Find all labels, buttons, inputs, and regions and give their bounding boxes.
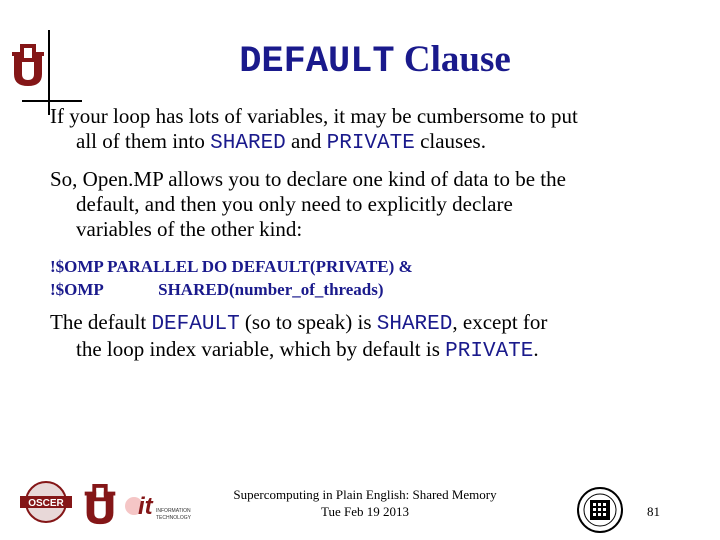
slide-title: DEFAULT Clause bbox=[239, 39, 511, 83]
svg-text:TECHNOLOGY: TECHNOLOGY bbox=[156, 515, 192, 521]
svg-text:INFORMATION: INFORMATION bbox=[156, 508, 191, 514]
footer-line-1: Supercomputing in Plain English: Shared Memory bbox=[233, 487, 497, 502]
code-block bbox=[50, 255, 413, 301]
svg-text:OSCER: OSCER bbox=[28, 498, 64, 509]
paragraph-1: If your loop has lots of variables, it may be cumbersome to put all of them into SHARED and PRIVATE clauses. bbox=[50, 104, 578, 155]
divider-horizontal bbox=[22, 100, 82, 102]
it-logo-icon bbox=[122, 486, 202, 526]
footer-line-2: Tue Feb 19 2013 bbox=[320, 504, 409, 519]
paragraph-3: The default DEFAULT (so to speak) is SHARED, except for the loop index variable, which by default is PRIVATE. bbox=[50, 310, 548, 363]
page-number: 81 bbox=[647, 504, 660, 519]
ou-footer-logo-icon bbox=[82, 484, 118, 528]
oscer-logo-icon bbox=[16, 480, 76, 524]
ncsi-seal-icon bbox=[576, 486, 624, 534]
code-line-1: !$OMP PARALLEL DO DEFAULT(PRIVATE) & bbox=[50, 257, 413, 276]
footer-text bbox=[200, 486, 530, 520]
code-line-2: !$OMP SHARED(number_of_threads) bbox=[50, 280, 384, 299]
svg-text:it: it bbox=[138, 493, 153, 520]
paragraph-2: So, Open.MP allows you to declare one kind of data to be the default, and then you only need to explicitly declare variables of the other kind: bbox=[50, 167, 566, 241]
